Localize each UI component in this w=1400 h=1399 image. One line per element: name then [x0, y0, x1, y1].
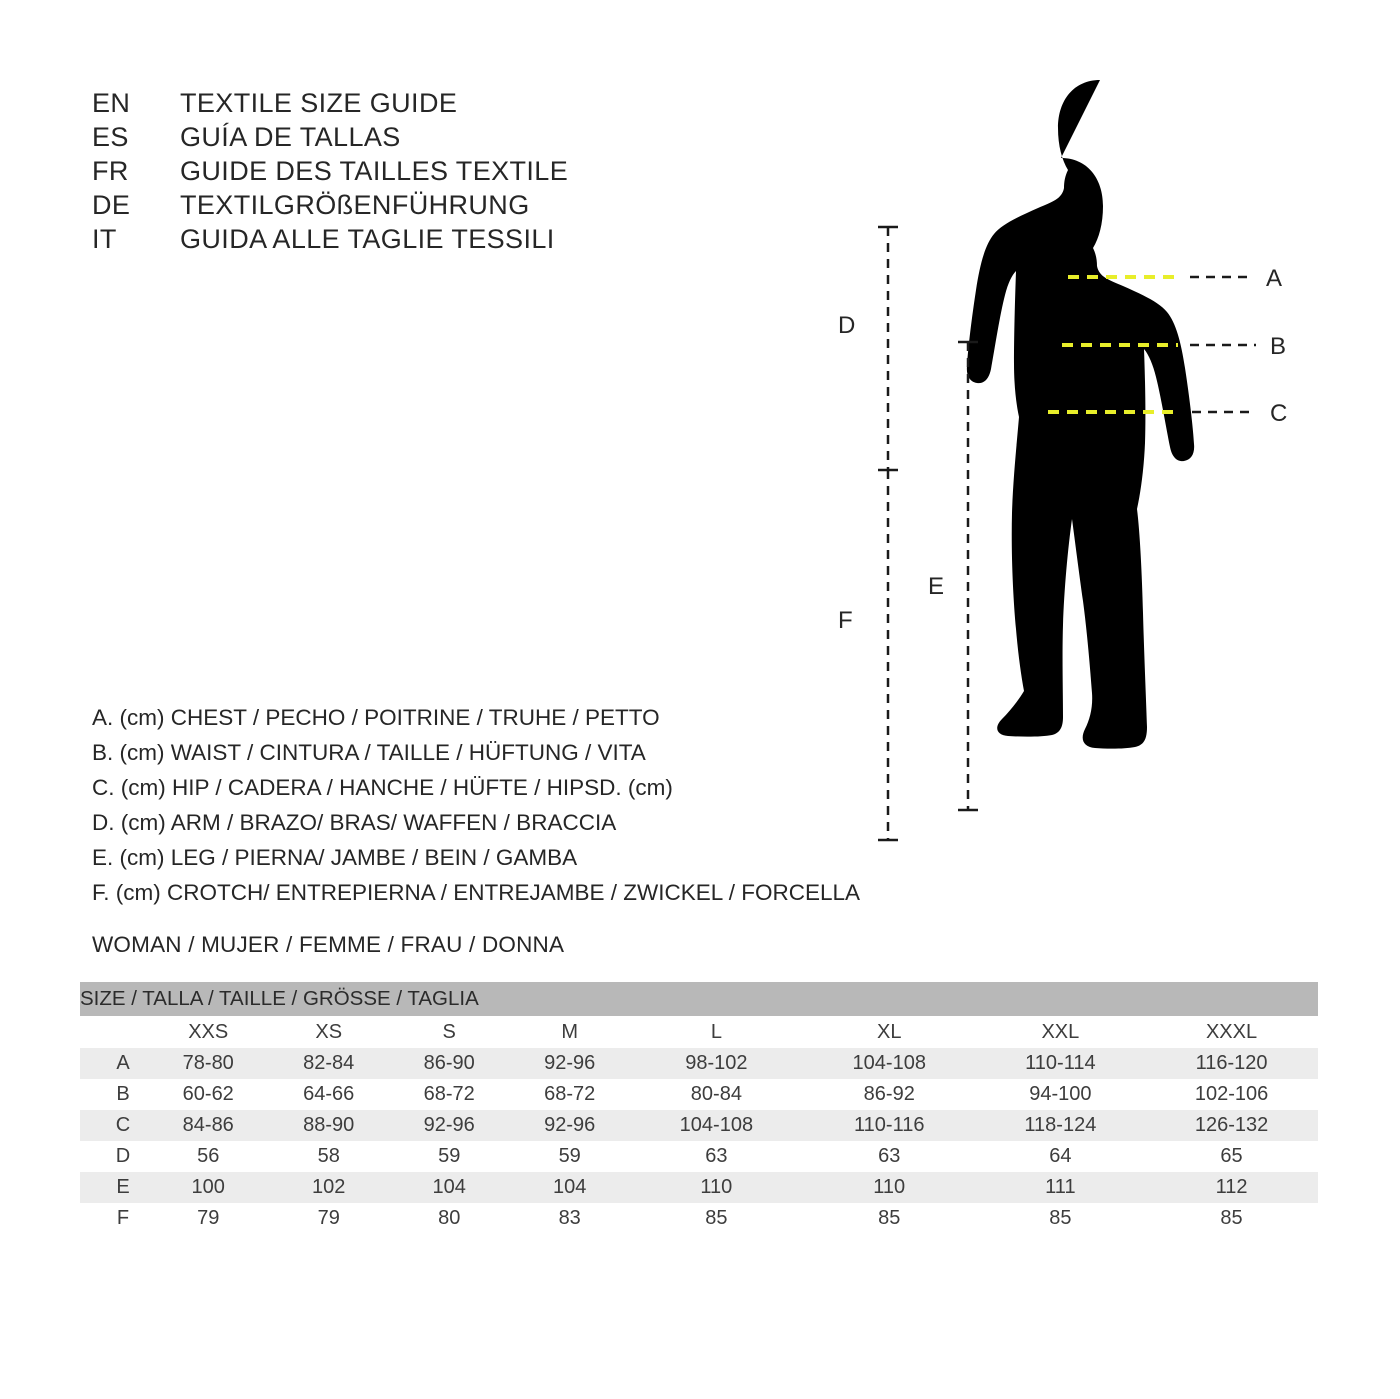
cell-b-xs: 64-66	[303, 1083, 355, 1105]
cell-f-xl: 85	[878, 1207, 901, 1229]
cell-e-xxs: 100	[191, 1176, 225, 1198]
title-lang-it: IT	[92, 224, 117, 254]
cell-f-s: 80	[438, 1207, 461, 1229]
title-row-de	[92, 188, 712, 222]
cell-b-xl: 86-92	[863, 1083, 915, 1105]
title-block	[92, 86, 712, 256]
cell-d-xxxl: 65	[1220, 1145, 1243, 1167]
cell-e-xxl: 111	[1045, 1176, 1076, 1198]
cell-a-m: 92-96	[544, 1052, 596, 1074]
cell-c-s: 92-96	[423, 1114, 475, 1136]
cell-d-xxl: 64	[1049, 1145, 1072, 1167]
cell-d-xl: 63	[878, 1145, 901, 1167]
legend-row-c: C. (cm) HIP / CADERA / HANCHE / HÜFTE / HIPSD. (cm)	[92, 775, 673, 800]
column-header-m: M	[561, 1020, 579, 1043]
cell-b-m: 68-72	[544, 1083, 596, 1105]
cell-c-xxxl: 126-132	[1194, 1114, 1269, 1136]
title-text-fr: GUIDE DES TAILLES TEXTILE	[180, 156, 569, 186]
table-row	[80, 1079, 1318, 1110]
cell-d-l: 63	[705, 1145, 728, 1167]
table-row	[80, 1048, 1318, 1079]
cell-a-xxxl: 116-120	[1195, 1052, 1268, 1074]
column-header-xxxl: XXXL	[1205, 1020, 1258, 1043]
cell-d-s: 59	[438, 1145, 461, 1167]
cell-a-xxs: 78-80	[182, 1052, 234, 1074]
cell-c-l: 104-108	[679, 1114, 754, 1136]
legend-row-b: B. (cm) WAIST / CINTURA / TAILLE / HÜFTUNG / VITA	[92, 740, 646, 765]
title-text-de: TEXTILGRÖßENFÜHRUNG	[180, 190, 530, 220]
cell-e-xl: 110	[873, 1176, 906, 1198]
legend-row-f: F. (cm) CROTCH/ ENTREPIERNA / ENTREJAMBE / ZWICKEL / FORCELLA	[92, 880, 860, 905]
cell-a-xs: 82-84	[303, 1052, 355, 1074]
row-label-b: B	[116, 1083, 130, 1105]
cell-c-xxs: 84-86	[182, 1114, 234, 1136]
cell-f-xs: 79	[317, 1207, 340, 1229]
marker-b: B	[1270, 333, 1287, 360]
column-header-blank	[80, 1016, 148, 1048]
title-row-fr	[92, 154, 712, 188]
cell-d-m: 59	[558, 1145, 581, 1167]
column-header-xxl: XXL	[1041, 1020, 1080, 1043]
table-row	[80, 1110, 1318, 1141]
cell-f-xxl: 85	[1049, 1207, 1072, 1229]
cell-e-xxxl: 112	[1215, 1176, 1248, 1198]
row-label-c: C	[115, 1114, 131, 1136]
title-lang-de: DE	[92, 190, 131, 220]
marker-a: A	[1266, 265, 1283, 292]
title-lang-en: EN	[92, 88, 131, 118]
table-column-headers	[80, 1016, 1318, 1048]
row-label-f: F	[116, 1207, 130, 1229]
section-caption: WOMAN / MUJER / FEMME / FRAU / DONNA	[92, 932, 565, 957]
table-row	[80, 1141, 1318, 1172]
cell-c-xs: 88-90	[303, 1114, 355, 1136]
title-lang-es: ES	[92, 122, 129, 152]
size-table	[80, 982, 1318, 1234]
dimension-d: D	[838, 312, 856, 339]
cell-a-s: 86-90	[423, 1052, 475, 1074]
cell-b-l: 80-84	[690, 1083, 742, 1105]
table-header-band-label: SIZE / TALLA / TAILLE / GRÖSSE / TAGLIA	[80, 982, 1318, 1016]
legend-row-a: A. (cm) CHEST / PECHO / POITRINE / TRUHE / PETTO	[92, 705, 660, 730]
cell-b-xxxl: 102-106	[1194, 1083, 1269, 1105]
title-text-it: GUIDA ALLE TAGLIE TESSILI	[180, 224, 555, 254]
title-text-es: GUÍA DE TALLAS	[180, 122, 401, 152]
cell-a-xxl: 110-114	[1025, 1052, 1096, 1074]
cell-e-xs: 102	[312, 1176, 346, 1198]
dimension-e: E	[928, 573, 945, 600]
column-header-xl: XL	[877, 1020, 902, 1043]
cell-e-l: 110	[700, 1176, 733, 1198]
cell-d-xxs: 56	[197, 1145, 220, 1167]
cell-e-s: 104	[432, 1176, 466, 1198]
row-label-a: A	[116, 1052, 130, 1074]
title-row-en	[92, 86, 712, 120]
cell-c-xxl: 118-124	[1024, 1114, 1097, 1136]
column-header-s: S	[442, 1020, 456, 1043]
row-label-e: E	[116, 1176, 130, 1198]
legend-block	[92, 700, 892, 910]
column-header-xxs: XXS	[188, 1020, 229, 1043]
title-text-en: TEXTILE SIZE GUIDE	[180, 88, 458, 118]
cell-f-m: 83	[558, 1207, 581, 1229]
column-header-l: L	[710, 1020, 722, 1043]
cell-e-m: 104	[553, 1176, 587, 1198]
title-row-es	[92, 120, 712, 154]
cell-f-xxs: 79	[197, 1207, 220, 1229]
marker-c: C	[1270, 400, 1288, 427]
woman-silhouette-icon	[967, 80, 1194, 749]
dimension-f: F	[838, 607, 853, 634]
title-row-it	[92, 222, 712, 256]
table-header-band	[80, 982, 1318, 1016]
cell-a-xl: 104-108	[852, 1052, 926, 1074]
table-row	[80, 1203, 1318, 1234]
cell-f-l: 85	[705, 1207, 728, 1229]
cell-b-s: 68-72	[423, 1083, 475, 1105]
row-label-d: D	[115, 1145, 131, 1167]
cell-c-xl: 110-116	[854, 1114, 925, 1136]
cell-b-xxs: 60-62	[182, 1083, 234, 1105]
table-row	[80, 1172, 1318, 1203]
title-lang-fr: FR	[92, 156, 129, 186]
legend-row-e: E. (cm) LEG / PIERNA/ JAMBE / BEIN / GAMBA	[92, 845, 578, 870]
cell-d-xs: 58	[317, 1145, 340, 1167]
cell-f-xxxl: 85	[1220, 1207, 1243, 1229]
legend-row-d: D. (cm) ARM / BRAZO/ BRAS/ WAFFEN / BRACCIA	[92, 810, 617, 835]
cell-a-l: 98-102	[685, 1052, 748, 1074]
cell-b-xxl: 94-100	[1029, 1083, 1092, 1105]
column-header-xs: XS	[315, 1020, 343, 1043]
cell-c-m: 92-96	[544, 1114, 596, 1136]
